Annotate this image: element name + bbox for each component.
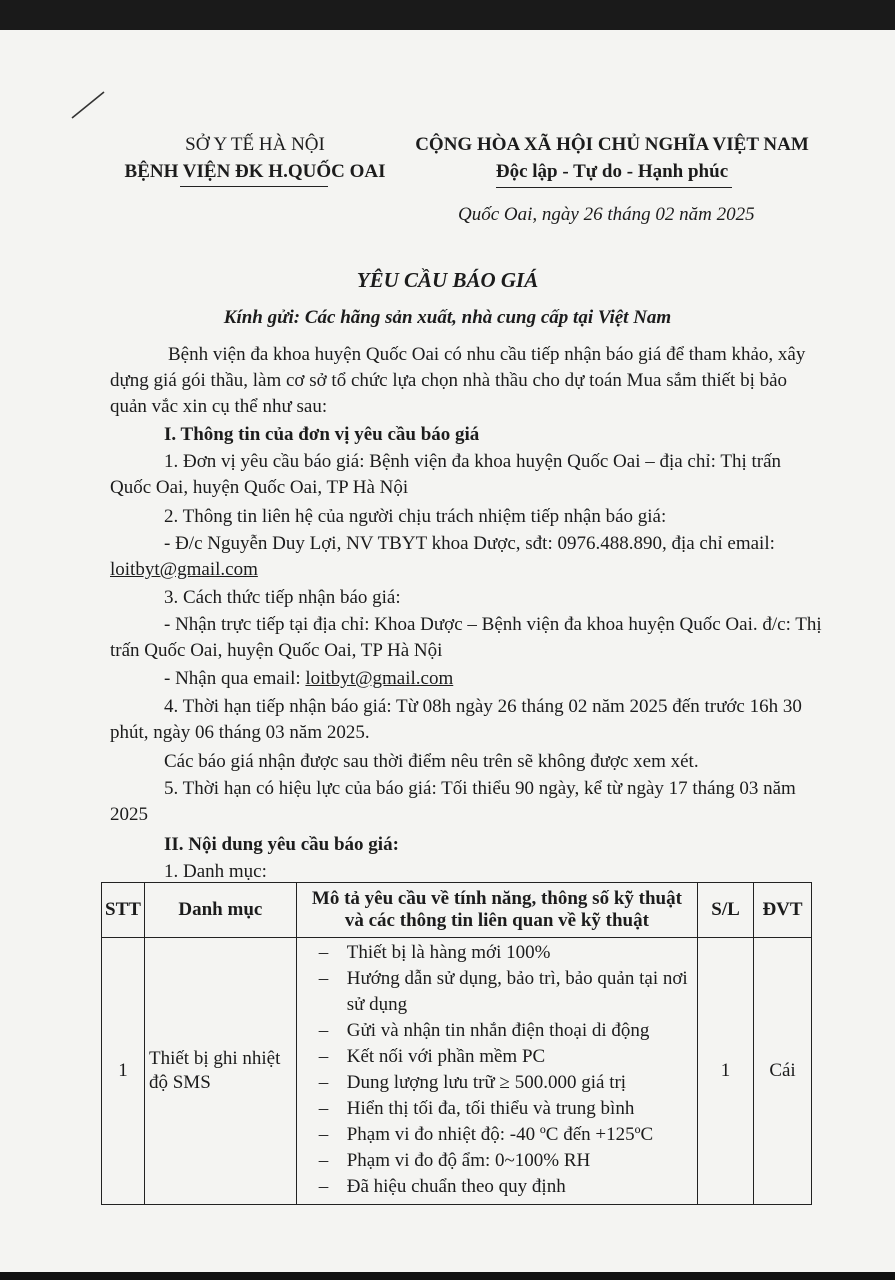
spec-item: – Hiển thị tối đa, tối thiểu và trung bình (303, 1096, 691, 1122)
receive-email-line (164, 666, 453, 692)
header-desc: Mô tả yêu cầu về tính năng, thông số kỹ thuật và các thông tin liên quan về kỹ thuật (296, 883, 697, 938)
national-title: CỘNG HÒA XÃ HỘI CHỦ NGHĨA VIỆT NAM (415, 134, 809, 155)
pen-mark-icon (68, 88, 108, 122)
spec-item: – Phạm vi đo nhiệt độ: -40 ºC đến +125ºC (303, 1122, 691, 1148)
intro-paragraph: Bệnh viện đa khoa huyện Quốc Oai có nhu cầu tiếp nhận báo giá để tham khảo, xây dựng giá gói thầu, làm cơ sở tổ chức lựa chọn nhà thầu cho dự toán Mua sắm thiết bị bảo quản vắc xin cụ thể như sau: (110, 344, 806, 417)
row-stt: 1 (102, 938, 145, 1205)
motto-underline (496, 187, 732, 188)
spec-item: – Phạm vi đo độ ẩm: 0~100% RH (303, 1148, 691, 1174)
section1-item1: 1. Đơn vị yêu cầu báo giá: Bệnh viện đa khoa huyện Quốc Oai – địa chỉ: Thị trấn Quốc Oai, huyện Quốc Oai, TP Hà Nội (110, 451, 782, 498)
section1-item4: 4. Thời hạn tiếp nhận báo giá: Từ 08h ngày 26 tháng 02 năm 2025 đến trước 16h 30 phút, ngày 06 tháng 03 năm 2025. (110, 696, 802, 743)
receive-email-link[interactable]: loitbyt@gmail.com (305, 668, 454, 689)
row-specs (296, 938, 697, 1205)
header-unit: ĐVT (754, 883, 812, 938)
row-unit: Cái (754, 938, 812, 1205)
bottom-edge (0, 1272, 895, 1280)
hospital-underline (180, 186, 328, 187)
contact-text: - Đ/c Nguyễn Duy Lợi, NV TBYT khoa Dược, sđt: 0976.488.890, địa chỉ email: (164, 533, 775, 554)
ministry-name: SỞ Y TẾ HÀ NỘI (185, 134, 325, 155)
section2-heading: II. Nội dung yêu cầu báo giá: (164, 834, 399, 855)
spec-item: – Dung lượng lưu trữ ≥ 500.000 giá trị (303, 1070, 691, 1096)
section2-sub1: 1. Danh mục: (164, 861, 267, 882)
section1-item3: 3. Cách thức tiếp nhận báo giá: (164, 587, 401, 608)
header-name: Danh mục (144, 883, 296, 938)
contact-email-link[interactable]: loitbyt@gmail.com (110, 559, 258, 580)
table-header-row (102, 883, 812, 938)
section1-heading: I. Thông tin của đơn vị yêu cầu báo giá (164, 424, 480, 445)
section1-item5: 5. Thời hạn có hiệu lực của báo giá: Tối thiểu 90 ngày, kể từ ngày 17 tháng 03 năm 2025 (110, 778, 796, 825)
spec-item: – Hướng dẫn sử dụng, bảo trì, bảo quản tại nơi sử dụng (303, 966, 691, 1018)
header-qty: S/L (698, 883, 754, 938)
receive-direct: - Nhận trực tiếp tại địa chỉ: Khoa Dược – Bệnh viện đa khoa huyện Quốc Oai. đ/c: Thị trấn Quốc Oai, huyện Quốc Oai, TP Hà Nội (110, 614, 822, 661)
spec-item: – Đã hiệu chuẩn theo quy định (303, 1174, 691, 1200)
spec-item: – Gửi và nhận tin nhắn điện thoại di động (303, 1018, 691, 1044)
national-motto: Độc lập - Tự do - Hạnh phúc (495, 161, 729, 182)
row-name: Thiết bị ghi nhiệt độ SMS (144, 938, 296, 1205)
header-stt: STT (102, 883, 145, 938)
spec-list (303, 940, 691, 1200)
document-title: YÊU CẦU BÁO GIÁ (356, 268, 539, 292)
section1-item2: 2. Thông tin liên hệ của người chịu trách nhiệm tiếp nhận báo giá: (164, 506, 667, 527)
addressee: Kính gửi: Các hãng sản xuất, nhà cung cấp tại Việt Nam (223, 307, 672, 328)
date-line: Quốc Oai, ngày 26 tháng 02 năm 2025 (458, 204, 755, 225)
spec-item: – Thiết bị là hàng mới 100% (303, 940, 691, 966)
spec-item: – Kết nối với phần mềm PC (303, 1044, 691, 1070)
hospital-name: BỆNH VIỆN ĐK H.QUỐC OAI (124, 161, 386, 182)
late-note: Các báo giá nhận được sau thời điểm nêu trên sẽ không được xem xét. (164, 751, 699, 772)
row-qty: 1 (698, 938, 754, 1205)
receive-email-prefix: - Nhận qua email: (164, 668, 306, 689)
table-row (102, 938, 812, 1205)
items-table (101, 882, 812, 1205)
document-page (0, 30, 895, 1272)
contact-paragraph (110, 531, 822, 583)
